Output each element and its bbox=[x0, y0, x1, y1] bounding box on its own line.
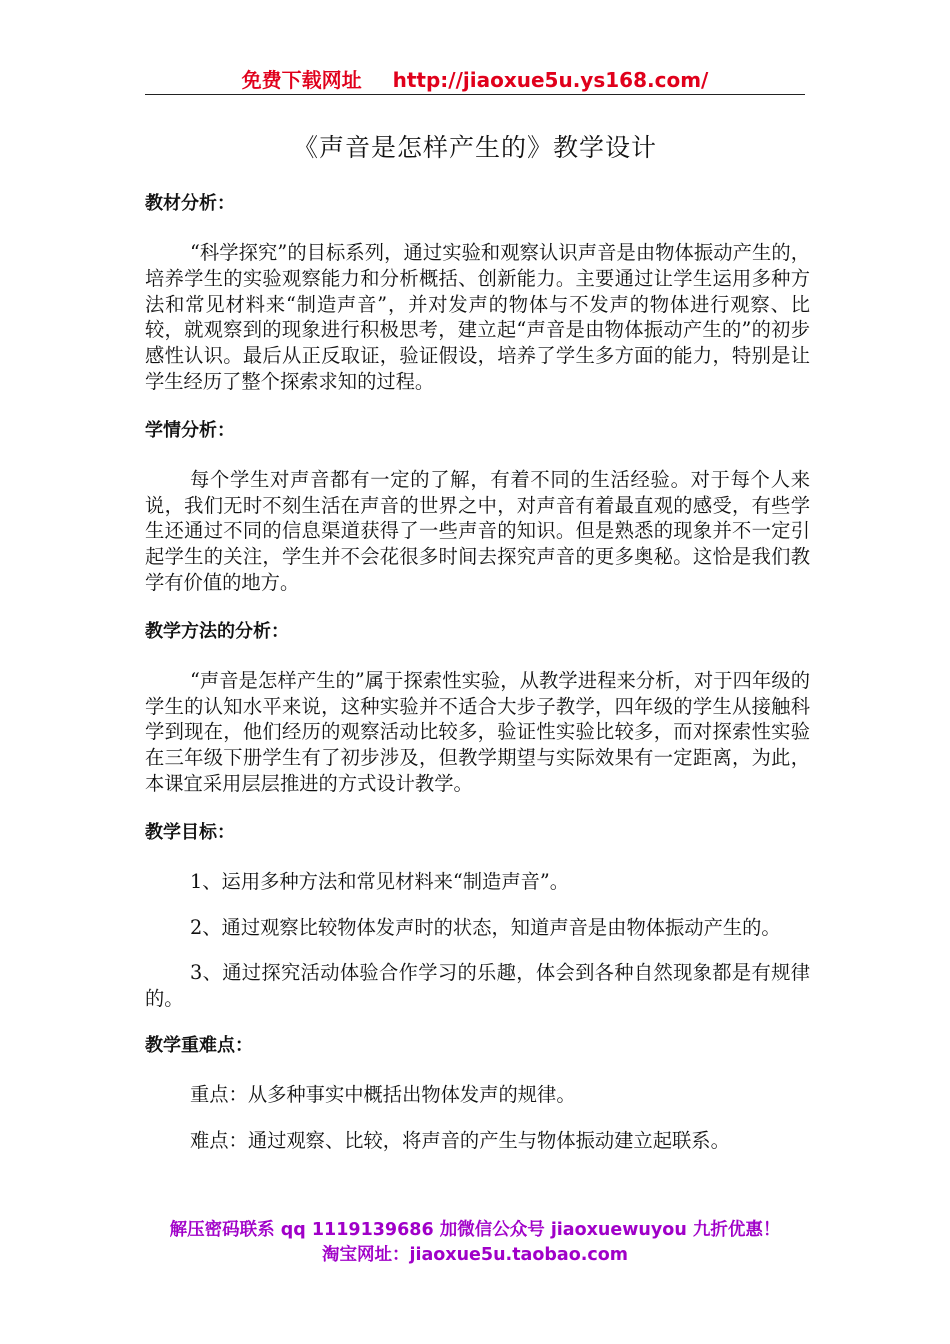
footer-taobao-link[interactable]: 淘宝网址：jiaoxue5u.taobao.com bbox=[321, 1245, 629, 1265]
section-method-analysis bbox=[145, 618, 810, 797]
header-divider bbox=[145, 94, 805, 95]
section-heading: 教学重难点： bbox=[145, 1034, 253, 1056]
goal-item: 1、运用多种方法和常见材料来“制造声音”。 bbox=[190, 869, 570, 893]
paragraph: “科学探究”的目标系列，通过实验和观察认识声音是由物体振动产生的，培养学生的实验观察能力和分析概括、创新能力。主要通过让学生运用多种方法和常见材料来“制造声音”，并对发声的物体与不发声的物体进行观察、比较，就观察到的现象进行积极思考，建立起“声音是由物体振动产生的”的初步感性认识。最后从正反取证，验证假设，培养了学生多方面的能力，特别是让学生经历了整个探索求知的过程。 bbox=[145, 241, 810, 393]
section-heading: 学情分析： bbox=[145, 419, 235, 441]
section-textbook-analysis bbox=[145, 190, 810, 395]
download-label: 免费下载网址 bbox=[241, 68, 362, 92]
paragraph: “声音是怎样产生的”属于探索性实验，从教学进程来分析，对于四年级的学生的认知水平来说，这种实验并不适合大步子教学，四年级的学生从接触科学到现在，他们经历的观察活动比较多，验证性实验比较多，而对探索性实验在三年级下册学生有了初步涉及，但教学期望与实际效果有一定距离，为此，本课宜采用层层推进的方式设计教学。 bbox=[145, 668, 810, 795]
section-heading: 教材分析： bbox=[145, 193, 235, 214]
document-title: 《声音是怎样产生的》教学设计 bbox=[292, 133, 657, 162]
paragraph: 每个学生对声音都有一定的了解，有着不同的生活经验。对于每个人来说，我们无时不刻生活在声音的世界之中，对声音有着最直观的感受，有些学生还通过不同的信息渠道获得了一些声音的知识。但是熟悉的现象并不一定引起学生的关注，学生并不会花很多时间去探究声音的更多奥秘。这恰是我们教学有价值的地方。 bbox=[145, 467, 810, 594]
section-student-analysis bbox=[145, 417, 810, 596]
section-teaching-goals bbox=[145, 819, 810, 1012]
section-heading: 教学目标： bbox=[145, 821, 235, 843]
section-heading: 教学方法的分析： bbox=[145, 620, 289, 642]
key-point: 重点：从多种事实中概括出物体发声的规律。 bbox=[190, 1082, 576, 1106]
footer-contact-line: 解压密码联系 qq 1119139686 加微信公众号 jiaoxuewuyou 九折优惠！ bbox=[169, 1220, 781, 1240]
download-header bbox=[0, 64, 950, 93]
difficult-point: 难点：通过观察、比较，将声音的产生与物体振动建立起联系。 bbox=[190, 1128, 730, 1152]
footer-contact bbox=[0, 1218, 950, 1268]
document-body bbox=[145, 190, 810, 1174]
section-key-difficult-points bbox=[145, 1032, 810, 1154]
download-url-link[interactable]: http://jiaoxue5u.ys168.com/ bbox=[392, 68, 709, 92]
goal-item: 2、通过观察比较物体发声时的状态，知道声音是由物体振动产生的。 bbox=[190, 915, 781, 939]
goal-item: 3、通过探究活动体验合作学习的乐趣，体会到各种自然现象都是有规律的。 bbox=[145, 961, 810, 1011]
